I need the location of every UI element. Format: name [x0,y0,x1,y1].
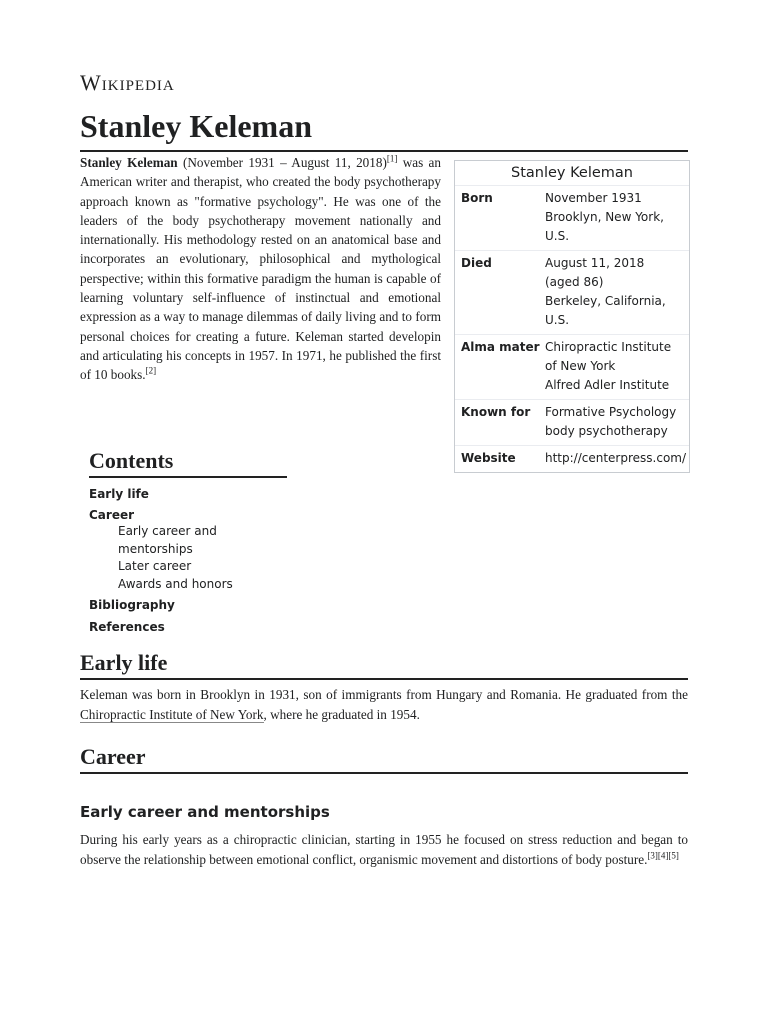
section-heading-career: Career [80,742,688,774]
toc-item-later-career[interactable]: Later career [118,559,192,573]
toc-title: Contents [89,448,287,478]
infobox-value-line: Berkeley, California, [545,294,666,308]
infobox-label: Alma mater [461,340,540,354]
infobox-row-died [455,251,689,335]
infobox-row-known-for [455,400,689,446]
infobox-value-line: Alfred Adler Institute [545,378,670,392]
infobox-value-line: of New York [545,359,616,373]
infobox-row-born [455,186,689,251]
lead-name: Stanley Keleman [80,155,178,170]
infobox [454,160,690,473]
infobox-value-line: Formative Psychology [545,405,677,419]
infobox-label: Website [461,451,516,465]
infobox-value-line: U.S. [545,229,570,243]
career-text: During his early years as a chiropractic clinician, starting in 1955 he focused on stress reduction and began to observe the relationship between emotional conflict, organismic movement and distortions of body posture. [80,832,688,867]
toc-item-references[interactable]: References [89,620,165,634]
early-life-text-2: , where he graduated in 1954. [263,707,420,722]
page-title: Stanley Keleman [80,104,688,152]
toc-item-career[interactable]: Career [89,508,135,522]
chiropractic-institute-link[interactable]: Chiropractic Institute of New York [80,707,264,722]
infobox-value [545,189,689,246]
toc-item-awards[interactable]: Awards and honors [118,576,233,591]
infobox-value [545,403,689,441]
website-link[interactable]: http://centerpress.com/ [545,451,687,465]
subsection-heading-early-career: Early career and mentorships [80,803,330,821]
wikipedia-logo[interactable] [80,70,175,96]
infobox-value [545,338,689,395]
table-of-contents [89,448,289,635]
infobox-value-line: November 1931 [545,191,642,205]
infobox-label: Known for [461,405,531,419]
toc-item-bibliography[interactable]: Bibliography [89,598,175,612]
section-heading-early-life: Early life [80,648,688,680]
reference-2[interactable]: [2] [145,365,157,376]
references-3-4-5[interactable]: [3][4][5] [647,850,679,861]
lead-text-2: was an American writer and therapist, who created the body psychotherapy approach known as "formative psychology". He was one of the leaders of the body psychotherapy movement nationally and internationally. His methodology rested on an anatomical base and incorporates an evolutionary, philosophical and mythological perspective; within this formative paradigm the human is capable of learning voluntary self-influence of instinctual and emotional expression as a way to manage dilemmas of daily living and to form personal choices for creating a future. Keleman started developin and articulating his concepts in 1957. In 1971, he published the first of 10 books. [80,155,441,383]
infobox-value-line: (aged 86) [545,275,604,289]
early-life-paragraph [80,685,688,725]
infobox-value [545,254,689,330]
logo-text: Wikipedia [80,70,175,95]
infobox-value-line: Chiropractic Institute [545,340,672,354]
toc-item-early-life[interactable]: Early life [89,487,149,501]
infobox-value-line: August 11, 2018 [545,256,645,270]
infobox-row-alma-mater [455,335,689,400]
lead-text-1: (November 1931 – August 11, 2018) [177,155,387,170]
infobox-label: Died [461,256,492,270]
infobox-value [545,449,689,468]
infobox-label: Born [461,191,493,205]
infobox-title: Stanley Keleman [455,161,689,186]
lead-paragraph [80,153,441,385]
infobox-row-website [455,446,689,472]
infobox-value-line: U.S. [545,313,570,327]
reference-1[interactable]: [1] [386,153,398,164]
infobox-value-line: body psychotherapy [545,424,668,438]
career-paragraph [80,830,688,870]
infobox-value-line: Brooklyn, New York, [545,210,664,224]
toc-item-early-career[interactable]: Early career and mentorships [118,524,217,556]
early-life-text-1: Keleman was born in Brooklyn in 1931, son of immigrants from Hungary and Romania. He graduated from the [80,687,688,702]
